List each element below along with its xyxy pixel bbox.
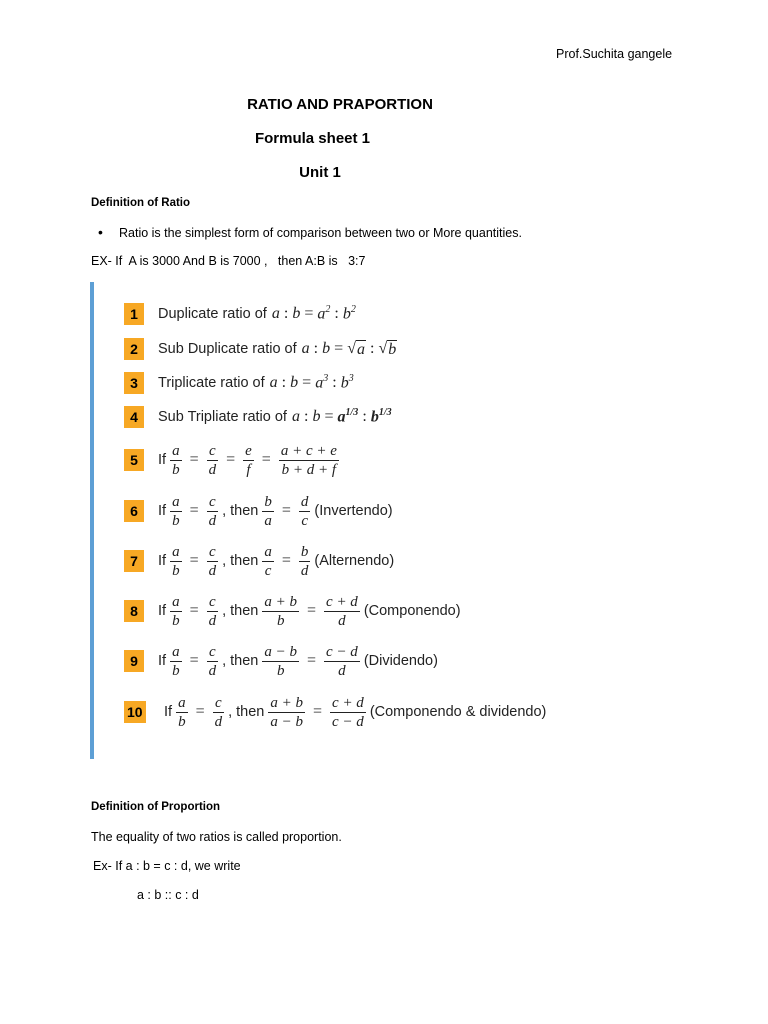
formula-9: If $\frac{a}{b}$ = $\frac{c}{d}$ , then $\frac{a - b}{b}$ = $\frac{c - d}{d}$ (Dividendo) — [158, 643, 438, 679]
formula-number-badge: 6 — [124, 500, 144, 522]
formula-number-badge: 8 — [124, 600, 144, 622]
proportion-notation: a : b :: c : d — [137, 888, 199, 902]
formula-2: Sub Duplicate ratio of a : b = √ a : √ b — [158, 340, 397, 358]
ratio-definition: Ratio is the simplest form of comparison between two or More quantities. — [119, 226, 522, 240]
document-subtitle: Formula sheet 1 — [254, 130, 371, 147]
formula-3: Triplicate ratio of a : b = $a^3$ : $b^3$ — [158, 373, 354, 392]
formula-number-badge: 7 — [124, 550, 144, 572]
proportion-heading: Definition of Proportion — [91, 801, 221, 813]
formula-number-badge: 9 — [124, 650, 144, 672]
formula-number-badge: 10 — [124, 701, 146, 723]
proportion-example: Ex- If a : b = c : d, we write — [93, 859, 241, 873]
formula-number-badge: 2 — [124, 338, 144, 360]
formula-10: If $\frac{a}{b}$ = $\frac{c}{d}$ , then $\frac{a + b}{a - b}$ = $\frac{c + d}{c - d}$ (Componendo & dividendo) — [164, 694, 547, 730]
formula-1: Duplicate ratio of a : b = $a^2$ : $b^2$ — [158, 304, 356, 323]
formula-number-badge: 4 — [124, 406, 144, 428]
bullet-icon: • — [98, 224, 103, 240]
formula-number-badge: 5 — [124, 449, 144, 471]
ratio-example: EX- If A is 3000 And B is 7000 , then A:B is 3:7 — [91, 254, 366, 268]
formula-number-badge: 1 — [124, 303, 144, 325]
formula-6: If $\frac{a}{b}$ = $\frac{c}{d}$ , then $\frac{b}{a}$ = $\frac{d}{c}$ (Invertendo) — [158, 493, 393, 529]
formula-4: Sub Tripliate ratio of a : b = $a^{1/3}$ : $b^{1/3}$ — [158, 407, 392, 426]
formula-8: If $\frac{a}{b}$ = $\frac{c}{d}$ , then $\frac{a + b}{b}$ = $\frac{c + d}{d}$ (Componendo) — [158, 593, 461, 629]
ratio-heading: Definition of Ratio — [91, 197, 191, 209]
unit-label: Unit 1 — [299, 164, 341, 181]
formula-7: If $\frac{a}{b}$ = $\frac{c}{d}$ , then $\frac{a}{c}$ = $\frac{b}{d}$ (Alternendo) — [158, 543, 395, 579]
formula-box — [90, 282, 610, 759]
formula-number-badge: 3 — [124, 372, 144, 394]
author-name: Prof.Suchita gangele — [556, 47, 673, 61]
formula-5: If $\frac{a}{b}$ = $\frac{c}{d}$ = $\frac{e}{f}$ = $\frac{a + c + e}{b + d + f}$ — [158, 442, 337, 478]
formula-box-bar — [90, 282, 94, 759]
proportion-definition: The equality of two ratios is called proportion. — [91, 830, 342, 844]
document-title: RATIO AND PRAPORTION — [247, 96, 433, 113]
